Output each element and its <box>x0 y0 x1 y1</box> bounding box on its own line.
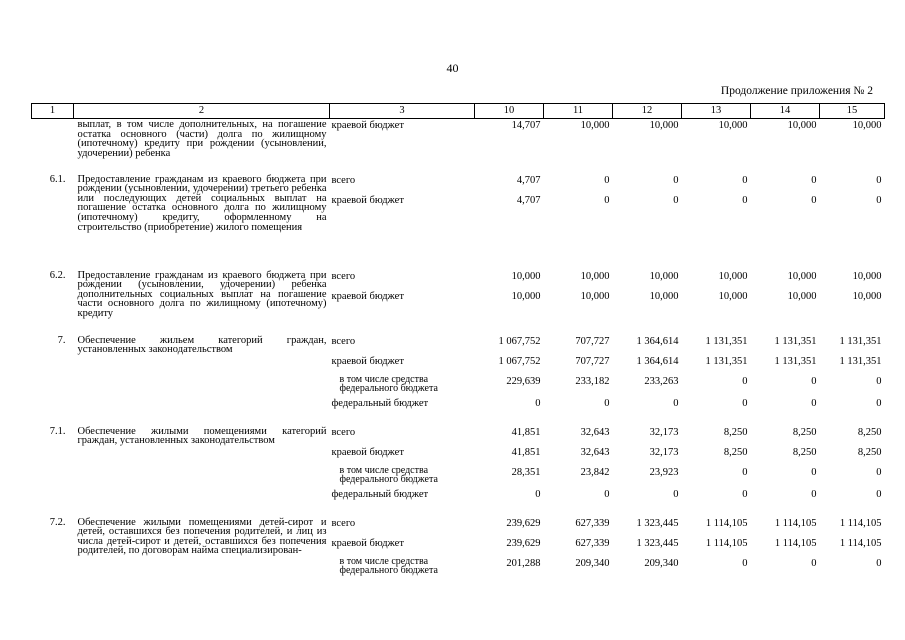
amount-cell: 0 <box>604 488 610 500</box>
amount-cell: 1 114,105 <box>705 537 748 549</box>
amount-cell: 0 <box>742 557 748 569</box>
column-header: 14 <box>751 104 820 119</box>
amount-cell: 1 114,105 <box>774 517 817 529</box>
funding-source: всего <box>331 335 356 347</box>
amount-cell: 8,250 <box>857 446 882 458</box>
item-description: Предоставление гражданам из краевого бюджета при рождении (усыновлении, удочерении) третьего ребенка или последующих детей социальных выплат на погашение остатка основного долга по жилищному (ипотечному) кредиту, оформленному на строительство (приобретение) жилого помещения <box>77 173 327 233</box>
amount-cell: 10,000 <box>511 290 541 302</box>
funding-source: всего <box>331 517 356 529</box>
amount-cell: 0 <box>742 466 748 478</box>
amount-cell: 239,629 <box>506 537 541 549</box>
funding-source: краевой бюджет <box>331 194 404 206</box>
amount-cell: 10,000 <box>718 290 748 302</box>
table-row <box>32 270 885 290</box>
amount-cell: 32,643 <box>580 446 610 458</box>
funding-source: краевой бюджет <box>331 120 404 131</box>
amount-cell: 0 <box>876 557 882 569</box>
funding-source: всего <box>331 270 356 282</box>
amount-cell: 0 <box>811 174 817 186</box>
item-description: Обеспечение жильем категорий граждан, установленных законодательством <box>77 334 327 356</box>
funding-source: краевой бюджет <box>331 446 404 458</box>
item-number: 7.1. <box>49 425 66 437</box>
table-header-row <box>32 104 885 119</box>
amount-cell: 23,842 <box>580 466 610 478</box>
amount-cell: 0 <box>876 397 882 409</box>
amount-cell: 229,639 <box>506 375 541 387</box>
group-gap-row <box>32 417 885 426</box>
amount-cell: 0 <box>876 194 882 206</box>
funding-source: в том числе средства федерального бюджета <box>339 373 438 394</box>
amount-cell: 0 <box>604 174 610 186</box>
amount-cell: 1 323,445 <box>636 537 679 549</box>
amount-cell: 0 <box>811 375 817 387</box>
amount-cell: 1 131,351 <box>705 335 748 347</box>
amount-cell: 32,173 <box>649 446 679 458</box>
group-gap-cell <box>32 508 885 517</box>
amount-cell: 209,340 <box>575 557 610 569</box>
column-header: 3 <box>330 104 475 119</box>
column-header: 15 <box>820 104 885 119</box>
column-header: 13 <box>682 104 751 119</box>
amount-cell: 1 131,351 <box>774 335 817 347</box>
amount-cell: 10,000 <box>852 290 882 302</box>
amount-cell: 10,000 <box>580 290 610 302</box>
column-header: 11 <box>544 104 613 119</box>
amount-cell: 0 <box>811 557 817 569</box>
amount-cell: 0 <box>673 397 679 409</box>
group-gap-cell <box>32 326 885 335</box>
amount-cell: 41,851 <box>511 446 541 458</box>
amount-cell: 1 131,351 <box>705 355 748 367</box>
item-number: 7.2. <box>49 516 66 528</box>
amount-cell: 209,340 <box>644 557 679 569</box>
amount-cell: 0 <box>811 488 817 500</box>
table-row <box>32 174 885 194</box>
table-row <box>32 119 885 135</box>
amount-cell: 10,000 <box>649 290 679 302</box>
amount-cell: 10,000 <box>649 270 679 282</box>
amount-cell: 8,250 <box>792 426 817 438</box>
amount-cell: 4,707 <box>516 174 541 186</box>
spacer-cell <box>330 135 885 165</box>
amount-cell: 233,182 <box>575 375 610 387</box>
table-row <box>32 426 885 446</box>
funding-source: федеральный бюджет <box>331 397 429 409</box>
funding-source: в том числе средства федерального бюджета <box>339 555 438 576</box>
amount-cell: 0 <box>673 488 679 500</box>
amount-cell: 627,339 <box>575 537 610 549</box>
item-description: выплат, в том числе дополнительных, на погашение остатка основного (части) долга по жилищному (ипотечному) кредиту при рождении (усыновлении, удочерении) ребенка <box>77 119 327 159</box>
amount-cell: 10,000 <box>852 120 882 131</box>
funding-source: в том числе средства федерального бюджета <box>339 464 438 485</box>
amount-cell: 0 <box>811 466 817 478</box>
amount-cell: 0 <box>604 397 610 409</box>
item-number: 6.2. <box>49 269 66 281</box>
amount-cell: 28,351 <box>511 466 541 478</box>
amount-cell: 1 114,105 <box>839 537 882 549</box>
amount-cell: 10,000 <box>580 120 610 131</box>
amount-cell: 239,629 <box>506 517 541 529</box>
amount-cell: 0 <box>742 375 748 387</box>
funding-source: всего <box>331 426 356 438</box>
amount-cell: 627,339 <box>575 517 610 529</box>
amount-cell: 0 <box>604 194 610 206</box>
amount-cell: 1 131,351 <box>839 355 882 367</box>
amount-cell: 14,707 <box>511 120 541 131</box>
funding-source: федеральный бюджет <box>331 488 429 500</box>
amount-cell: 201,288 <box>506 557 541 569</box>
amount-cell: 10,000 <box>718 120 748 131</box>
amount-cell: 1 131,351 <box>774 355 817 367</box>
amount-cell: 23,923 <box>649 466 679 478</box>
amount-cell: 0 <box>876 375 882 387</box>
amount-cell: 1 067,752 <box>498 335 541 347</box>
spacer-cell <box>330 214 885 261</box>
group-gap-cell <box>32 165 885 174</box>
amount-cell: 41,851 <box>511 426 541 438</box>
amount-cell: 4,707 <box>516 194 541 206</box>
amount-cell: 1 323,445 <box>636 517 679 529</box>
amount-cell: 233,263 <box>644 375 679 387</box>
amount-cell: 707,727 <box>575 355 610 367</box>
amount-cell: 8,250 <box>857 426 882 438</box>
amount-cell: 32,173 <box>649 426 679 438</box>
amount-cell: 10,000 <box>787 290 817 302</box>
amount-cell: 1 131,351 <box>839 335 882 347</box>
amount-cell: 10,000 <box>580 270 610 282</box>
item-description: Обеспечение жилыми помещениями детей-сирот и детей, оставшихся без попечения родителей, и лиц из числа детей-сирот и детей, оставшихся без попечения родителей, по договорам найма специализирован- <box>77 516 327 557</box>
amount-cell: 0 <box>876 466 882 478</box>
group-gap-cell <box>32 417 885 426</box>
amount-cell: 0 <box>673 194 679 206</box>
group-gap-cell <box>32 261 885 270</box>
column-header: 1 <box>32 104 74 119</box>
amount-cell: 707,727 <box>575 335 610 347</box>
amount-cell: 0 <box>876 174 882 186</box>
group-gap-row <box>32 165 885 174</box>
amount-cell: 1 114,105 <box>839 517 882 529</box>
amount-cell: 0 <box>742 174 748 186</box>
amount-cell: 0 <box>535 397 541 409</box>
funding-source: краевой бюджет <box>331 290 404 302</box>
amount-cell: 8,250 <box>723 426 748 438</box>
amount-cell: 1 364,614 <box>636 355 679 367</box>
amount-cell: 8,250 <box>792 446 817 458</box>
table-body <box>32 119 885 579</box>
column-header: 12 <box>613 104 682 119</box>
item-number <box>32 119 74 165</box>
group-gap-row <box>32 326 885 335</box>
amount-cell: 0 <box>811 194 817 206</box>
item-number: 7. <box>57 334 66 346</box>
appendix-continuation-note: Продолжение приложения № 2 <box>720 85 873 97</box>
amount-cell: 32,643 <box>580 426 610 438</box>
column-header: 10 <box>475 104 544 119</box>
amount-cell: 1 114,105 <box>774 537 817 549</box>
group-gap-row <box>32 508 885 517</box>
table-row <box>32 335 885 355</box>
amount-cell: 10,000 <box>852 270 882 282</box>
item-description: Обеспечение жилыми помещениями категорий граждан, установленных законодательством <box>77 425 327 447</box>
amount-cell: 0 <box>876 488 882 500</box>
amount-cell: 10,000 <box>787 120 817 131</box>
funding-source: всего <box>331 174 356 186</box>
spacer-cell <box>330 310 885 326</box>
amount-cell: 10,000 <box>787 270 817 282</box>
amount-cell: 0 <box>673 174 679 186</box>
budget-table <box>31 103 885 579</box>
funding-source: краевой бюджет <box>331 537 404 549</box>
amount-cell: 0 <box>535 488 541 500</box>
amount-cell: 1 364,614 <box>636 335 679 347</box>
item-description: Предоставление гражданам из краевого бюджета при рождении (усыновлении, удочерении) ребенка дополнительных социальных выплат на погашение части основного долга по жилищному (ипотечному) кредиту <box>77 269 327 320</box>
amount-cell: 10,000 <box>511 270 541 282</box>
amount-cell: 0 <box>742 194 748 206</box>
amount-cell: 1 114,105 <box>705 517 748 529</box>
amount-cell: 10,000 <box>718 270 748 282</box>
column-header: 2 <box>74 104 330 119</box>
group-gap-row <box>32 261 885 270</box>
funding-source: краевой бюджет <box>331 355 404 367</box>
amount-cell: 10,000 <box>649 120 679 131</box>
item-number: 6.1. <box>49 173 66 185</box>
amount-cell: 0 <box>742 488 748 500</box>
amount-cell: 0 <box>811 397 817 409</box>
table-row <box>32 517 885 537</box>
amount-cell: 0 <box>742 397 748 409</box>
amount-cell: 1 067,752 <box>498 355 541 367</box>
amount-cell: 8,250 <box>723 446 748 458</box>
page-number: 40 <box>446 61 459 75</box>
